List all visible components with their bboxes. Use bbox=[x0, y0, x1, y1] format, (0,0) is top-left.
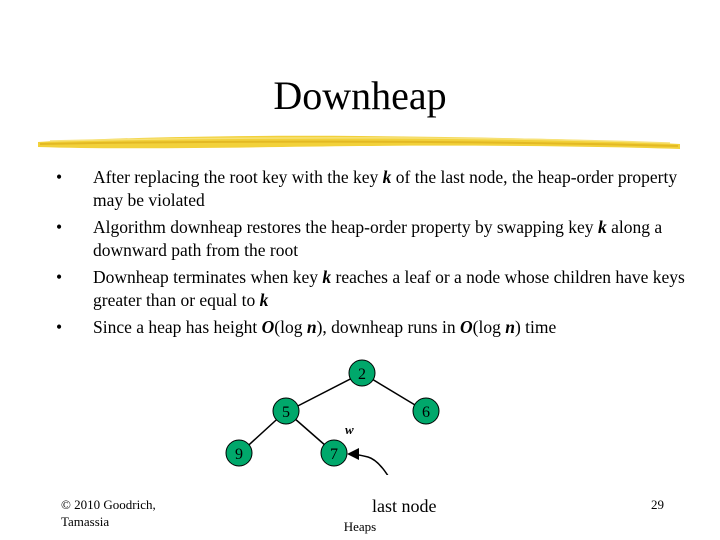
node-left-left-key: 9 bbox=[235, 446, 243, 463]
footer-copyright-line1: © 2010 Goodrich, bbox=[61, 497, 156, 512]
bullet-math-symbol: O bbox=[459, 317, 473, 337]
bullet-text: along a downward path from the root bbox=[93, 217, 663, 260]
title-underline bbox=[30, 125, 690, 161]
bullet-math-symbol: k bbox=[382, 167, 392, 187]
footer-copyright-line2: Tamassia bbox=[61, 514, 110, 529]
bullet-text: of the last node, the heap-order property may be violated bbox=[93, 167, 678, 210]
heap-tree-diagram bbox=[210, 355, 470, 475]
heap-node-right bbox=[413, 398, 439, 424]
bullet-item bbox=[56, 266, 696, 311]
bullet-text: Since a heap has height bbox=[93, 317, 262, 337]
w-label: w bbox=[345, 422, 354, 437]
bullet-math-symbol: k bbox=[322, 267, 332, 287]
heap-node-left bbox=[273, 398, 299, 424]
bullet-marker: • bbox=[56, 217, 63, 237]
footer-topic: Heaps bbox=[343, 519, 377, 534]
bullet-text: reaches a leaf or a node whose children have keys greater than or equal to bbox=[93, 267, 685, 310]
bullet-text: Downheap terminates when key bbox=[93, 267, 323, 287]
bullet-item bbox=[56, 316, 696, 339]
bullet-math-symbol: n bbox=[306, 317, 317, 337]
bullet-marker: • bbox=[56, 167, 63, 187]
bullet-math-symbol: O bbox=[261, 317, 275, 337]
bullet-marker: • bbox=[56, 267, 63, 287]
bullet-text: ), downheap runs in bbox=[316, 317, 460, 337]
bullet-item bbox=[56, 216, 696, 261]
last-node-label: last node bbox=[372, 496, 437, 516]
bullet-item bbox=[56, 166, 696, 211]
page-number: 29 bbox=[651, 497, 664, 512]
bullet-text: (log bbox=[274, 317, 307, 337]
bullet-list bbox=[56, 166, 696, 344]
bullet-marker: • bbox=[56, 317, 63, 337]
node-left-right-key: 7 bbox=[330, 446, 338, 463]
node-left-key: 5 bbox=[282, 404, 290, 421]
bullet-text: (log bbox=[472, 317, 506, 337]
bullet-math-symbol: k bbox=[259, 289, 269, 310]
bullet-text: Algorithm downheap restores the heap-order property by swapping key bbox=[93, 217, 598, 237]
bullet-text: ) time bbox=[514, 317, 557, 337]
heap-node-left-left bbox=[226, 440, 252, 466]
node-right-key: 6 bbox=[422, 404, 430, 421]
slide-title: Downheap bbox=[273, 73, 447, 118]
bullet-text: After replacing the root key with the key bbox=[93, 167, 383, 187]
last-node-arrow bbox=[350, 454, 405, 475]
bullet-math-symbol: k bbox=[597, 217, 607, 237]
heap-node-root bbox=[349, 360, 375, 386]
node-root-key: 2 bbox=[358, 366, 366, 383]
heap-node-left-right bbox=[321, 440, 347, 466]
bullet-math-symbol: n bbox=[505, 317, 515, 337]
